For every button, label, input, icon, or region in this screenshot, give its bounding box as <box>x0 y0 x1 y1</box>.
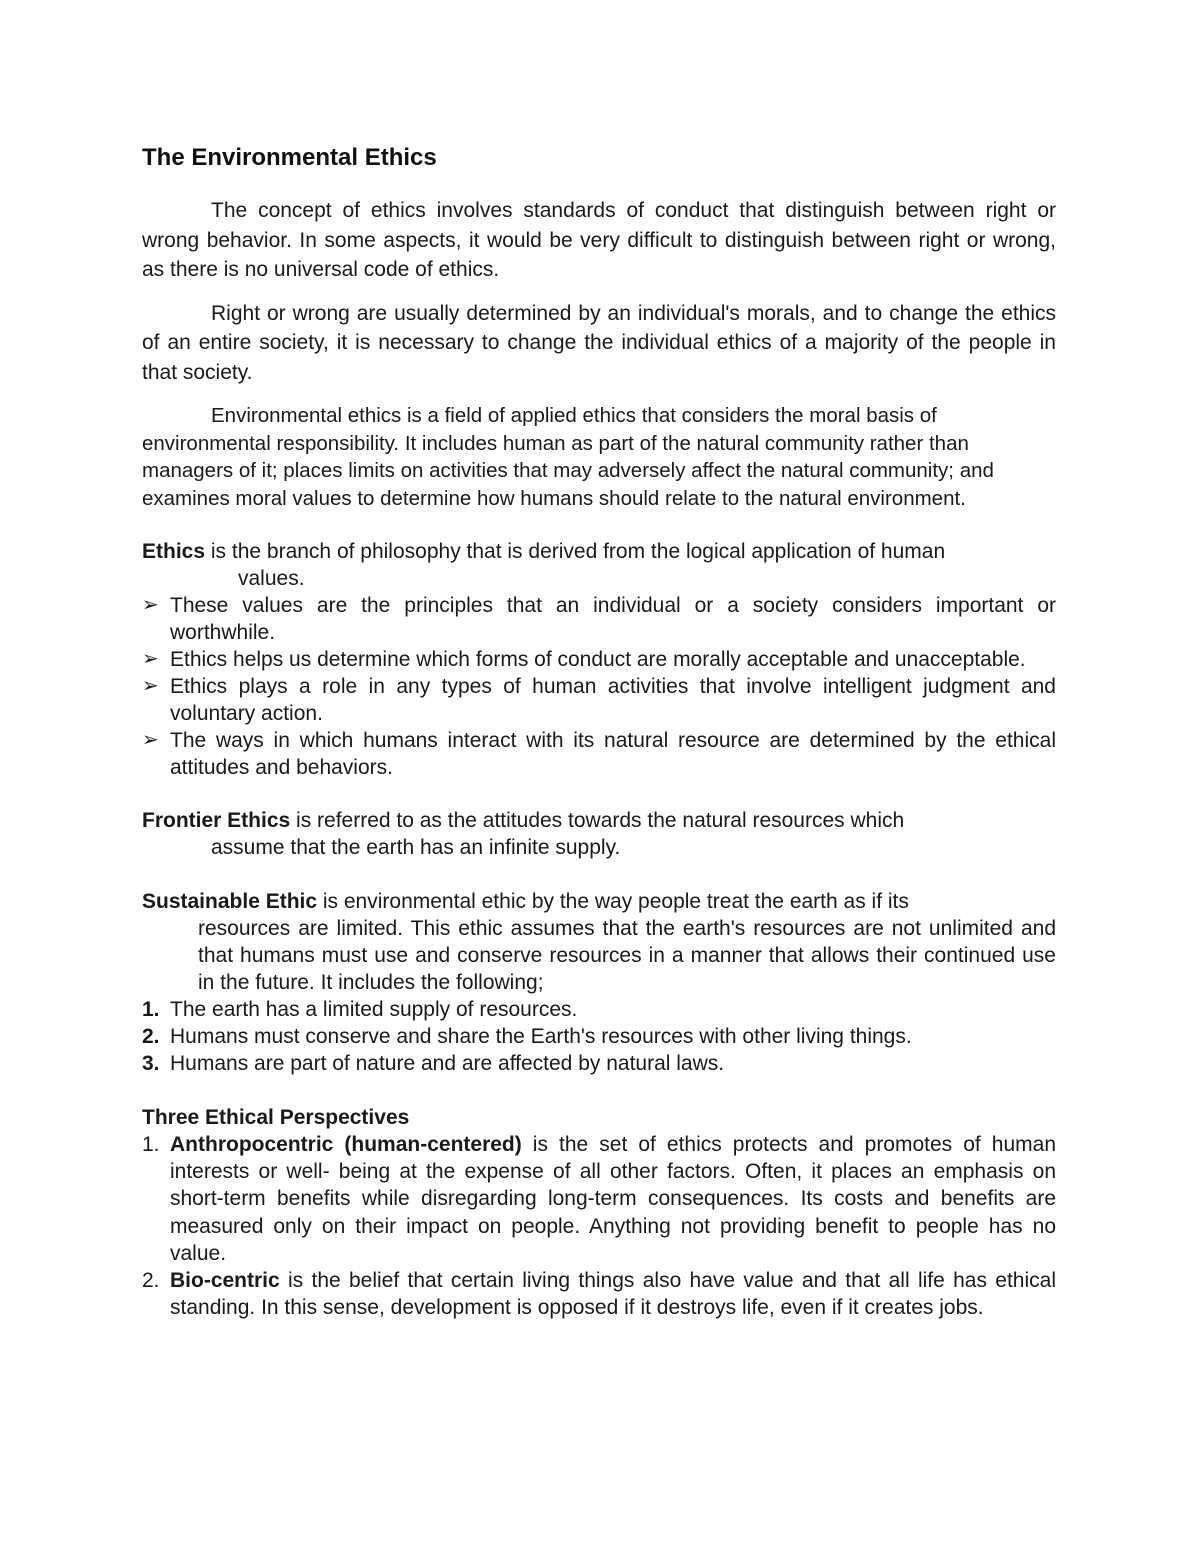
ethics-term: Ethics <box>142 540 206 563</box>
list-item: 1. Anthropocentric (human-centered) is the set of ethics protects and promotes of human interests or well- being at the expense of all other factors. Often, it places an emphasis on short-term benefits while disregarding long-term consequences. Its costs and benefits are measured only on their impact on people. Anything not providing benefit to people has no value. <box>142 1133 1056 1265</box>
list-item: ➢ Ethics plays a role in any types of human activities that involve intelligent judgment and voluntary action. <box>142 675 1056 725</box>
arrow-bullet-icon: ➢ <box>142 594 159 616</box>
perspectives-list <box>142 1131 1056 1321</box>
intro-paragraph-1: The concept of ethics involves standards of conduct that distinguish between right or wrong behavior. In some aspects, it would be very difficult to distinguish between right or wrong, as there is no universal code of ethics. <box>142 199 1056 281</box>
environmental-ethics-paragraph: Environmental ethics is a field of applied ethics that considers the moral basis of environmental responsibility. It includes human as part of the natural community rather than managers of it; places limits on activities that may adversely affect the natural community; and examines moral values to determine how humans should relate to the natural environment. <box>142 404 994 510</box>
ethics-bullet-list <box>142 592 1056 781</box>
perspective-term: Bio-centric <box>170 1269 280 1293</box>
arrow-bullet-icon: ➢ <box>142 729 159 751</box>
frontier-ethics-term: Frontier Ethics <box>142 809 291 832</box>
ethics-definition-continuation: values. <box>238 567 305 590</box>
list-item: 2. Bio-centric is the belief that certain living things also have value and that all life has ethical standing. In this sense, development is opposed if it destroys life, even if it creates jobs. <box>142 1269 1056 1320</box>
list-item: 3. Humans are part of nature and are affected by natural laws. <box>142 1052 725 1075</box>
sustainable-ethic-definition: Sustainable Ethic is environmental ethic by the way people treat the earth as if its resources are limited. This ethic assumes that the earth's resources are not unlimited and that humans must use and conserve resources in a manner that allows their continued use in the future. It includes the following; <box>142 890 1056 994</box>
list-item: 2. Humans must conserve and share the Earth's resources with other living things. <box>142 1025 912 1048</box>
list-item: ➢ The ways in which humans interact with its natural resource are determined by the ethical attitudes and behaviors. <box>142 729 1056 779</box>
ethics-definition <box>142 538 1056 592</box>
document-title: The Environmental Ethics <box>142 144 437 171</box>
intro-paragraph-2: Right or wrong are usually determined by an individual's morals, and to change the ethics of an entire society, it is necessary to change the individual ethics of a majority of the people in that society. <box>142 301 1056 384</box>
list-item: ➢ These values are the principles that an individual or a society considers important or worthwhile. <box>142 594 1056 644</box>
perspective-term: Anthropocentric (human-centered) <box>170 1133 522 1156</box>
sustainable-ethic-list <box>142 996 1056 1077</box>
arrow-bullet-icon: ➢ <box>142 675 159 697</box>
list-item: ➢ Ethics helps us determine which forms of conduct are morally acceptable and unacceptable. <box>142 648 1026 671</box>
perspectives-heading: Three Ethical Perspectives <box>142 1106 410 1129</box>
list-item: 1. The earth has a limited supply of resources. <box>142 998 578 1021</box>
ethics-definition-text: is the branch of philosophy that is derived from the logical application of human <box>205 540 946 563</box>
sustainable-ethic-term: Sustainable Ethic <box>142 890 318 913</box>
frontier-ethics-definition: Frontier Ethics is referred to as the attitudes towards the natural resources which assume that the earth has an infinite supply. <box>142 809 905 859</box>
arrow-bullet-icon: ➢ <box>142 648 159 670</box>
